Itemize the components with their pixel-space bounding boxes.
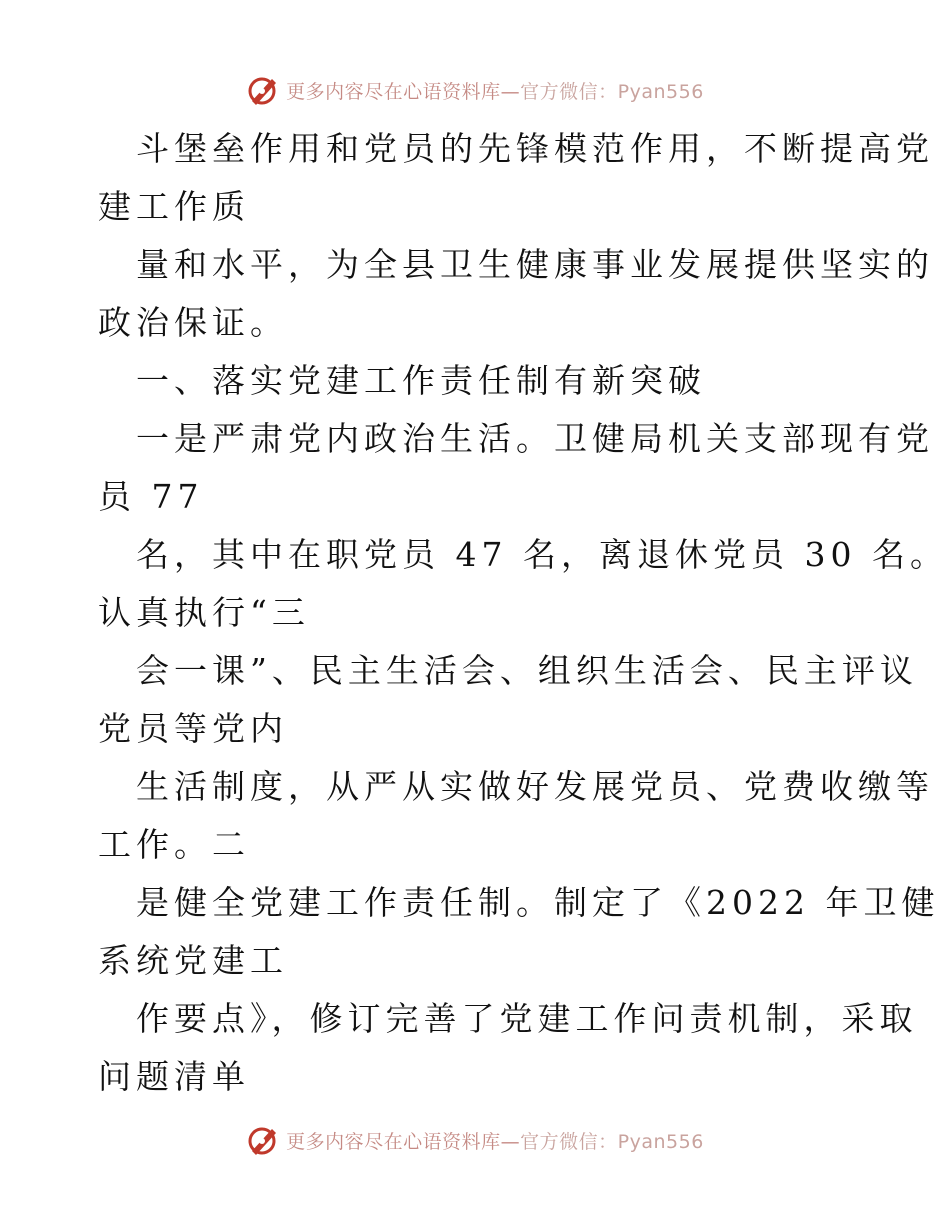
body-line: 问题清单 <box>98 1057 250 1096</box>
pen-logo-icon <box>246 73 280 107</box>
footer-banner-wechat: 官方微信：Pyan556 <box>520 1130 704 1153</box>
header-banner-wechat: 官方微信：Pyan556 <box>520 80 704 103</box>
section-heading: 一、落实党建工作责任制有新突破 <box>136 361 706 400</box>
body-line: 认真执行“三 <box>98 593 310 632</box>
body-line: 作要点》，修订完善了党建工作问责机制，采取 <box>136 999 918 1038</box>
body-line: 党员等党内 <box>98 709 288 748</box>
body-line: 系统党建工 <box>98 941 288 980</box>
header-banner-label: 更多内容尽在心语资料库— <box>286 80 521 103</box>
body-line: 会一课”、民主生活会、组织生活会、民主评议 <box>136 651 918 690</box>
document-body <box>98 120 948 1106</box>
body-line: 斗堡垒作用和党员的先锋模范作用，不断提高党 <box>136 129 934 168</box>
header-banner-text <box>286 77 704 104</box>
body-line: 名，其中在职党员 47 名，离退休党员 30 名。 <box>136 535 948 574</box>
body-line: 员 77 <box>98 477 204 516</box>
body-line: 政治保证。 <box>98 303 288 342</box>
body-line: 是健全党建工作责任制。制定了《2022 年卫健 <box>136 883 940 922</box>
body-line: 工作。二 <box>98 825 250 864</box>
footer-banner <box>0 1120 950 1160</box>
body-line: 量和水平，为全县卫生健康事业发展提供坚实的 <box>136 245 934 284</box>
header-banner <box>0 70 950 110</box>
body-line: 建工作质 <box>98 187 250 226</box>
body-line: 一是严肃党内政治生活。卫健局机关支部现有党 <box>136 419 934 458</box>
body-line: 生活制度，从严从实做好发展党员、党费收缴等 <box>136 767 934 806</box>
footer-banner-label: 更多内容尽在心语资料库— <box>286 1130 521 1153</box>
pen-logo-icon <box>246 1123 280 1157</box>
footer-banner-text <box>286 1127 704 1154</box>
